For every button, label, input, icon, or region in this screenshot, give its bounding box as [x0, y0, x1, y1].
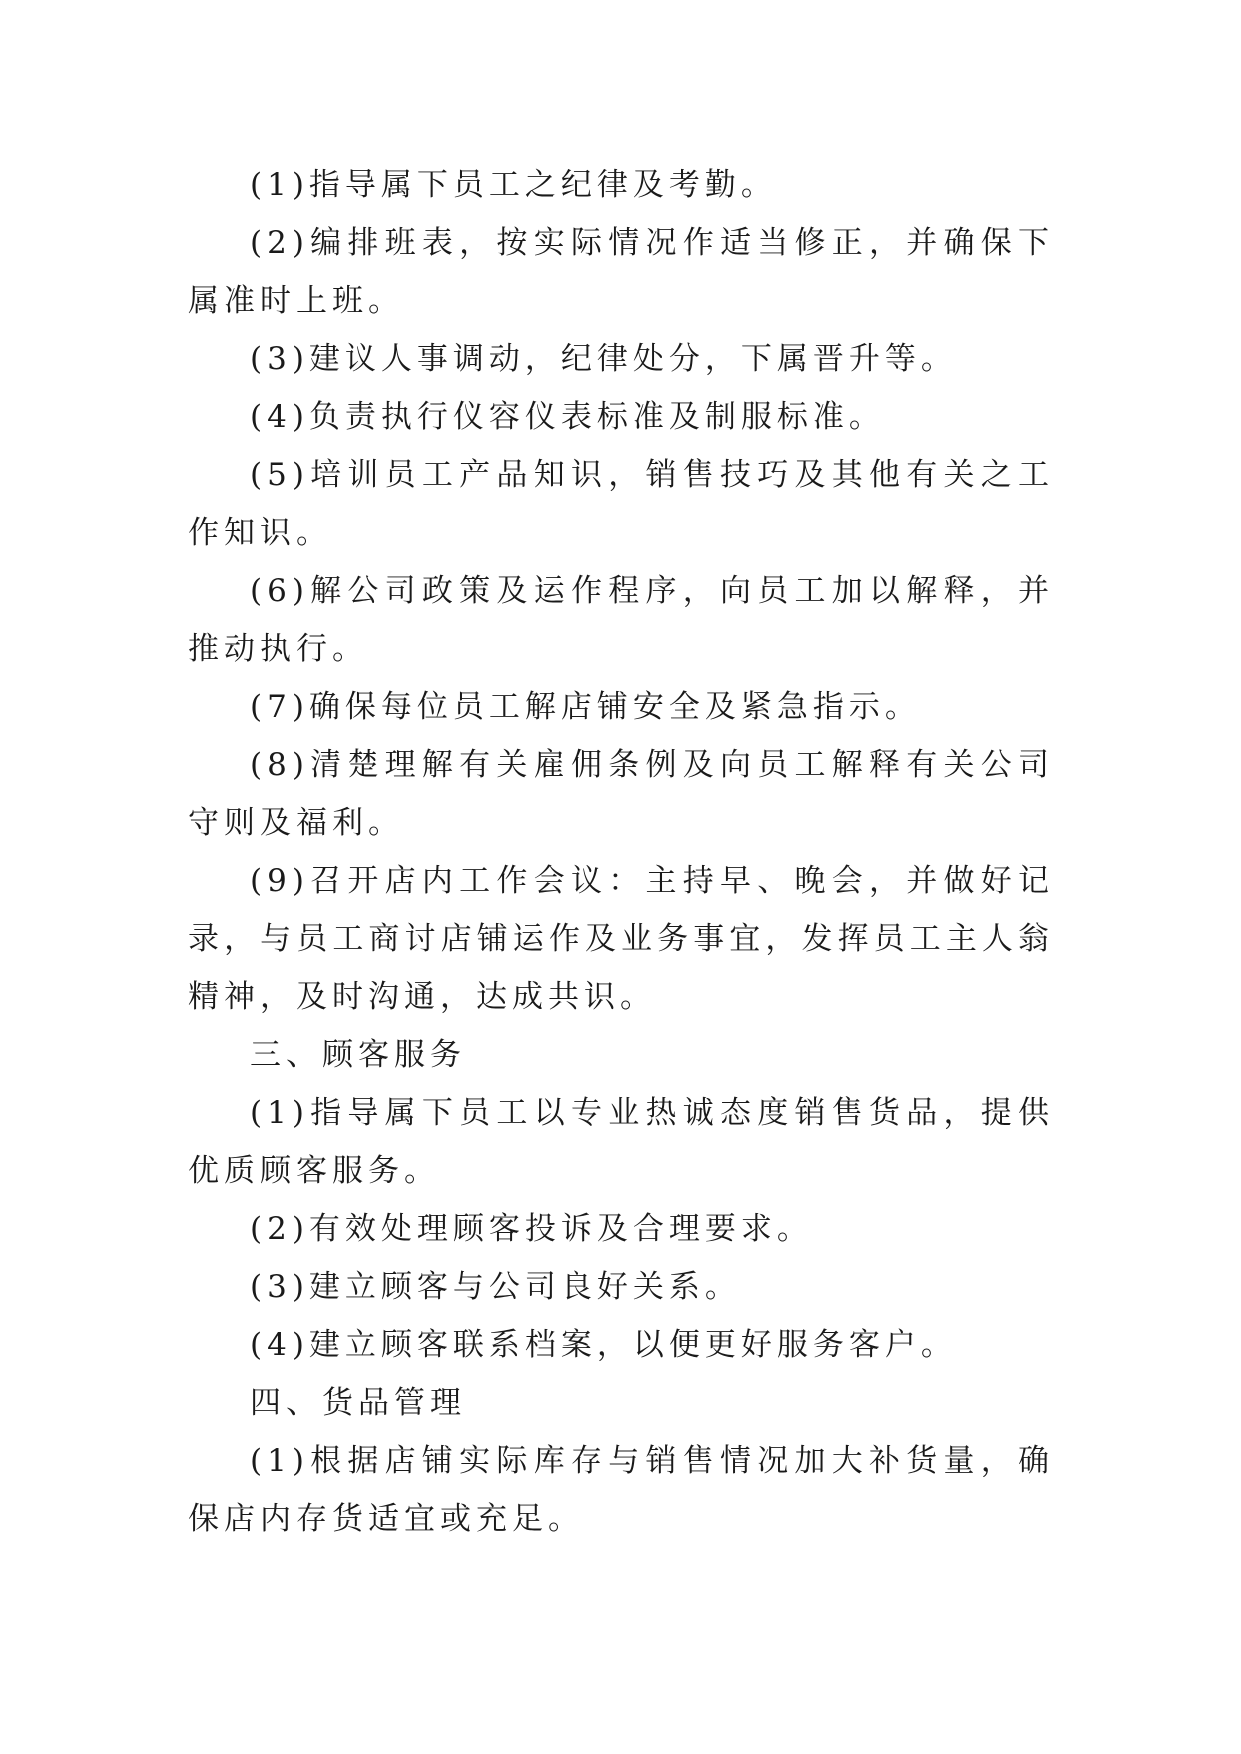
- paragraph-item-3: (3)建议人事调动，纪律处分，下属晋升等。: [250, 341, 957, 377]
- paragraph-item-9: (9)召开店内工作会议：主持早、晚会，并做好记录，与员工商讨店铺运作及业务事宜，发挥员工主人翁精神，及时沟通，达成共识。: [188, 863, 1054, 1015]
- paragraph-item-3: (3)建立顾客与公司良好关系。: [250, 1269, 741, 1305]
- paragraph-item-1: (1)指导属下员工之纪律及考勤。: [250, 167, 777, 203]
- section-heading-customer-service: 三、顾客服务: [250, 1037, 466, 1073]
- document-page: [188, 156, 1054, 1548]
- paragraph-item-8: (8)清楚理解有关雇佣条例及向员工解释有关公司守则及福利。: [188, 747, 1054, 841]
- paragraph-item-2: (2)有效处理顾客投诉及合理要求。: [250, 1211, 813, 1247]
- paragraph-item-1: (1)指导属下员工以专业热诚态度销售货品，提供优质顾客服务。: [188, 1095, 1054, 1189]
- paragraph-item-4: (4)负责执行仪容仪表标准及制服标准。: [250, 399, 885, 435]
- paragraph-item-4: (4)建立顾客联系档案，以便更好服务客户。: [250, 1327, 957, 1363]
- paragraph-item-6: (6)解公司政策及运作程序，向员工加以解释，并推动执行。: [188, 573, 1054, 667]
- paragraph-item-5: (5)培训员工产品知识，销售技巧及其他有关之工作知识。: [188, 457, 1054, 551]
- section-heading-goods-management: 四、货品管理: [250, 1385, 466, 1421]
- paragraph-item-2: (2)编排班表，按实际情况作适当修正，并确保下属准时上班。: [188, 225, 1054, 319]
- paragraph-item-7: (7)确保每位员工解店铺安全及紧急指示。: [250, 689, 921, 725]
- paragraph-item-1: (1)根据店铺实际库存与销售情况加大补货量，确保店内存货适宜或充足。: [188, 1443, 1054, 1537]
